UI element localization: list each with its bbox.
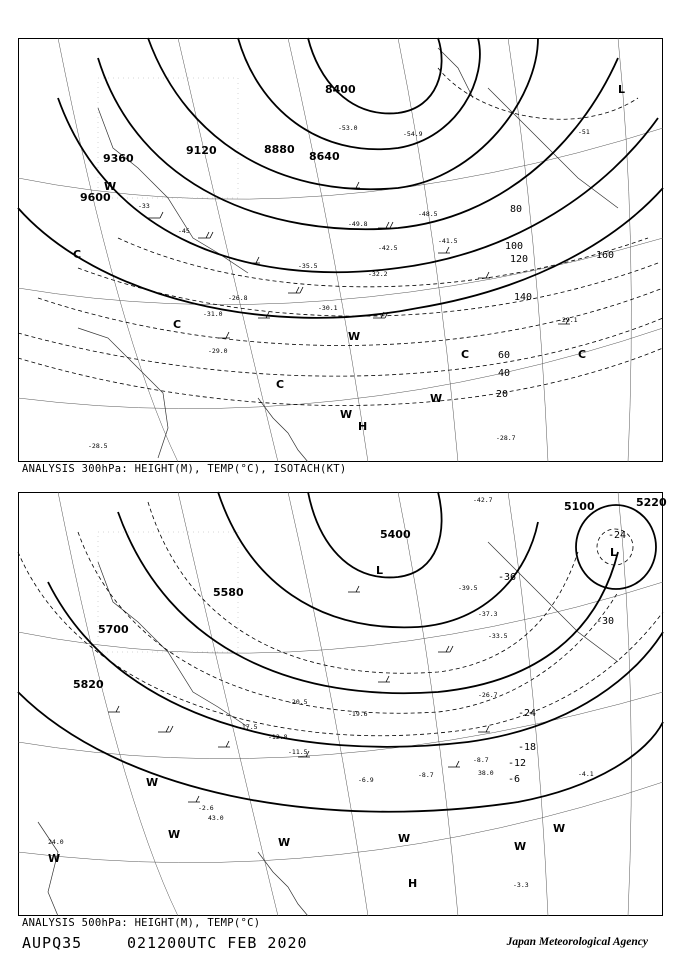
temp-obs: -49.8 [348,220,368,228]
temp-obs: -39.5 [458,584,478,592]
temp-obs: -6.9 [358,776,374,784]
temp-obs: -30.1 [318,304,338,312]
warm-mark: W [398,832,411,845]
warm-mark: W [348,330,361,343]
temp-obs: -53.0 [338,124,358,132]
isotach-label: 140 [514,292,533,303]
temp-obs: -42.7 [473,496,493,504]
height-label: 8400 [325,83,356,96]
map-panel-300hpa [18,38,663,462]
cold-mark: C [276,378,285,391]
temp-obs: -33.5 [488,632,508,640]
cold-mark: C [173,318,182,331]
height-label: 9360 [103,152,134,165]
caption-500hpa: ANALYSIS 500hPa: HEIGHT(M), TEMP(°C) [22,917,261,929]
temp-obs: 38.0 [478,769,494,777]
agency-credit: Japan Meteorological Agency [506,936,648,948]
temp-obs: 43.0 [208,814,224,822]
height-label: 5700 [98,623,129,636]
warm-mark: W [146,776,159,789]
height-label: 5400 [380,528,411,541]
temp-obs: -51 [578,128,590,136]
temp-obs: -3.3 [513,881,529,889]
height-label: 5100 [564,500,595,513]
temp-obs: -31.0 [203,310,223,318]
temp-obs: -26.7 [478,691,498,699]
temp-obs: -17.5 [238,723,258,731]
height-label: 9600 [80,191,111,204]
temp-obs: -29.0 [208,347,228,355]
temp-obs: -29.1 [558,316,578,324]
temp-obs: -12.8 [268,733,288,741]
height-label: 9120 [186,144,217,157]
temp-obs: -32.2 [368,270,388,278]
temp-obs: -35.5 [298,262,318,270]
caption-300hpa: ANALYSIS 300hPa: HEIGHT(M), TEMP(°C), ISOTACH(KT) [22,463,347,475]
temp-obs: -33 [138,202,150,210]
height-label: 8880 [264,143,295,156]
temp-label: -24 [518,708,537,719]
isotach-label: 100 [505,241,524,252]
warm-mark: W [430,392,443,405]
temp-obs: -28.7 [496,434,516,442]
low-center: L [618,83,626,96]
temp-label: -36 [498,572,517,583]
isotach-label: 20 [496,389,509,400]
temp-obs: -28.5 [88,442,108,450]
height-label: 5220 [636,496,667,509]
isotach-label: 120 [510,254,529,265]
cold-mark: C [578,348,587,361]
temp-obs: -11.5 [288,748,308,756]
temp-obs: -8.7 [418,771,434,779]
high-center: H [358,420,368,433]
temp-label: -6 [508,774,521,785]
temp-obs: -20.5 [288,698,308,706]
isotach-label: 40 [498,368,511,379]
low-center: L [610,546,618,559]
temp-label: -24 [608,530,627,541]
warm-mark: W [104,180,117,193]
temp-obs: -4.1 [578,770,594,778]
cold-mark: C [73,248,82,261]
isotach-label: 160 [596,250,615,261]
temp-obs: -26.8 [228,294,248,302]
chart-id: AUPQ35 [22,934,83,952]
map-300hpa-svg [18,38,663,462]
high-center: H [408,877,418,890]
warm-mark: W [514,840,527,853]
temp-obs: -19.6 [348,710,368,718]
low-center: L [376,564,384,577]
map-panel-500hpa [18,492,667,916]
temp-label: -30 [596,616,615,627]
map-500hpa-svg [18,492,667,916]
warm-mark: W [278,836,291,849]
temp-obs: -41.5 [438,237,458,245]
temp-label: -12 [508,758,527,769]
height-label: 5820 [73,678,104,691]
warm-mark: W [48,852,61,865]
height-label: 8640 [309,150,340,163]
height-label: 5580 [213,586,244,599]
warm-mark: W [553,822,566,835]
temp-obs: -2.6 [198,804,214,812]
isotach-label: 80 [510,204,523,215]
valid-time: 021200UTC FEB 2020 [127,934,308,952]
temp-obs: -48.5 [418,210,438,218]
temp-obs: 24.0 [48,838,64,846]
cold-mark: C [461,348,470,361]
temp-obs: -37.3 [478,610,498,618]
temp-obs: -54.9 [403,130,423,138]
isotach-label: 60 [498,350,511,361]
temp-obs: -45 [178,227,190,235]
warm-mark: W [340,408,353,421]
temp-obs: -42.5 [378,244,398,252]
temp-label: -18 [518,742,537,753]
warm-mark: W [168,828,181,841]
temp-obs: -8.7 [473,756,489,764]
